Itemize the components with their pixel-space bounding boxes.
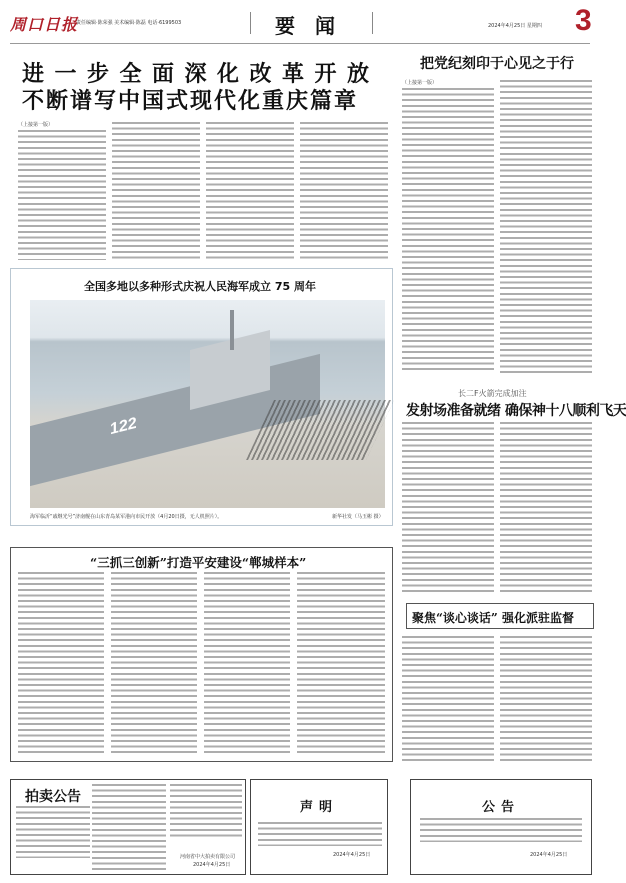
jiandu-body-col2 xyxy=(500,636,592,764)
pingan-body-col4 xyxy=(297,572,385,756)
text-block xyxy=(500,422,592,592)
pingan-body-col3 xyxy=(204,572,290,756)
auction-body-col2 xyxy=(92,784,166,870)
text-block xyxy=(402,422,494,592)
jiandu-body-col1 xyxy=(402,636,494,764)
divider xyxy=(372,12,373,34)
text-block xyxy=(18,572,104,756)
announcement-notice-title: 公告 xyxy=(482,800,521,815)
rocket-body-col2 xyxy=(500,422,592,592)
photo-story-headline: 全国多地以多种形式庆祝人民海军成立 75 周年 xyxy=(80,278,320,294)
auction-body-col3 xyxy=(170,784,242,840)
statement-body xyxy=(258,822,382,846)
pingan-body-col1 xyxy=(18,572,104,756)
masthead xyxy=(10,0,590,44)
text-block xyxy=(402,636,494,764)
publication-date: 2024年4月25日 星期四 xyxy=(488,23,542,29)
lead-body-col1 xyxy=(18,122,106,262)
navy-ship-photo xyxy=(30,300,385,508)
divider xyxy=(250,12,251,34)
right-story-col2 xyxy=(500,80,592,375)
continued-label: （上接第一版） xyxy=(18,122,54,128)
auction-body-col1 xyxy=(16,806,90,858)
text-block xyxy=(420,818,582,842)
jiandu-headline: 聚焦“谈心谈话” 强化派驻监督 xyxy=(412,611,574,625)
text-block xyxy=(16,806,90,858)
text-block xyxy=(92,784,166,870)
rocket-subheadline: 长二F火箭完成加注 xyxy=(458,389,527,398)
photo-credit: 新华社发（马玉彬 摄） xyxy=(332,514,384,520)
section-title: 要闻 xyxy=(275,14,355,38)
lead-headline xyxy=(22,60,392,114)
newspaper-logo: 周口日报 xyxy=(10,15,79,34)
text-block xyxy=(500,636,592,764)
auction-notice-title: 拍卖公告 xyxy=(25,789,81,805)
right-story-col1 xyxy=(402,80,494,375)
statement-date: 2024年4月25日 xyxy=(333,852,371,858)
auction-date: 2024年4月25日 xyxy=(193,862,231,868)
text-block xyxy=(258,822,382,846)
announcement-body xyxy=(420,818,582,842)
text-block xyxy=(204,572,290,756)
statement-notice-title: 声明 xyxy=(300,800,339,815)
hull-number: 122 xyxy=(110,414,137,439)
photo-caption: 海军临沂“戚继光号”济南舰在山东青岛某军港向市民开放（4月20日摄，无人机照片）。 xyxy=(30,514,223,520)
text-block xyxy=(402,88,494,373)
text-block xyxy=(300,122,388,262)
continued-label: （上接第一版） xyxy=(402,80,438,86)
text-block xyxy=(206,122,294,262)
rocket-body-col1 xyxy=(402,422,494,592)
lead-headline-line2: 不断谱写中国式现代化重庆篇章 xyxy=(22,88,359,113)
text-block xyxy=(112,122,200,262)
pingan-headline: “三抓三创新”打造平安建设“郸城样本” xyxy=(90,555,307,570)
lead-body-col4 xyxy=(300,122,388,262)
rocket-headline: 发射场准备就绪 确保神十八顺利飞天 xyxy=(406,403,626,419)
text-block xyxy=(297,572,385,756)
right-story-headline: 把党纪刻印于心见之于行 xyxy=(420,56,574,72)
auction-signature: 河南省中大拍卖有限公司 xyxy=(180,854,236,860)
lead-body-col3 xyxy=(206,122,294,262)
lead-body-col2 xyxy=(112,122,200,262)
text-block xyxy=(111,572,197,756)
announcement-date: 2024年4月25日 xyxy=(530,852,568,858)
ship-mast xyxy=(230,310,234,350)
lead-headline-line1: 进一步全面深化改革开放 xyxy=(22,61,380,86)
pingan-body-col2 xyxy=(111,572,197,756)
text-block xyxy=(500,80,592,375)
editor-credits: 责任编辑·陈荣强 美术编辑·陈磊 电话·6199503 xyxy=(76,20,182,26)
text-block xyxy=(170,784,242,840)
text-block xyxy=(18,130,106,260)
page-number: 3 xyxy=(575,4,592,37)
